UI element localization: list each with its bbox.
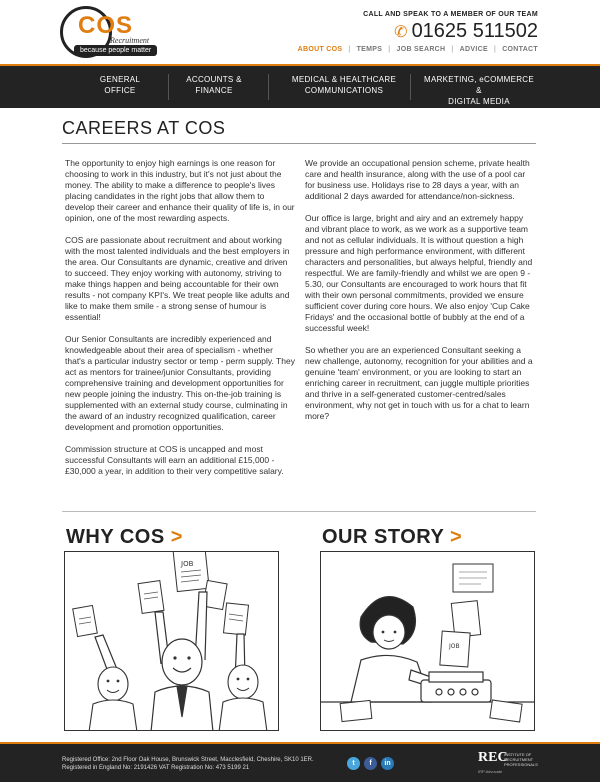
nav-label: MEDICAL & HEALTHCARE <box>291 75 397 84</box>
cv-label: JOB <box>449 643 460 650</box>
footer-line: Registered in England No: 2191426 VAT Registration No: 473 5199 21 <box>62 765 250 771</box>
nav-accounts-finance[interactable] <box>180 74 248 96</box>
left-column <box>65 158 295 488</box>
cos-logo[interactable] <box>60 6 172 58</box>
nav-medical-healthcare[interactable] <box>290 74 398 96</box>
facebook-icon[interactable]: f <box>364 757 377 770</box>
phone-value: 01625 511502 <box>411 20 538 42</box>
page-title: CAREERS AT COS <box>62 118 226 138</box>
why-cos-illustration[interactable] <box>64 551 279 731</box>
header <box>0 0 600 64</box>
chevron-right-icon: > <box>170 526 183 548</box>
logo-brand: COS <box>78 12 134 39</box>
nav-label: ACCOUNTS & <box>186 75 242 84</box>
paragraph: Our office is large, bright and airy and an extremely happy and vibrant place to work, as we work as a supportive team and not as cellular individuals. It is without question a high pressure and high performance environment, with different characters and personalities, but always helpful, friendly and respectful. We are family-friendly and whilst we are open 9 - 5.30, our Consultants are encouraged to work hours that fit with their own personal commitments, provided we ensure sufficient cover during core hours. We also enjoy 'Cup Cake Fridays' and the occasional bottle of bubbly at the end of a successful week! <box>305 213 533 333</box>
rec-text: INSTITUTE OF RECRUITMENT PROFESSIONALS <box>504 752 538 767</box>
our-story-label: OUR STORY <box>322 526 444 548</box>
nav-divider <box>268 74 269 100</box>
nav-marketing-digital[interactable] <box>420 74 538 107</box>
top-nav-temps[interactable]: TEMPS <box>356 46 383 53</box>
why-cos-label: WHY COS <box>66 526 165 548</box>
top-nav-advice[interactable]: ADVICE <box>459 46 488 53</box>
paragraph: We provide an occupational pension scheme, private health care and health insurance, along with the use of a pool car for business use. Holidays rise to 28 days a year, with an additional 2 days awarded for attendance/non-sickness. <box>305 158 530 201</box>
nav-label: GENERAL <box>99 75 141 84</box>
phone-icon: ✆ <box>394 24 408 41</box>
paragraph: COS are passionate about recruitment and about working with the most talented individuals and the best employers in the area. Our Consultants are dynamic, creative and driven to succeed. They enjoy working with autonomy, striving to make things happen and being accountable for their own results - not company KPI's. We treat people like adults and like to make them smile - a strong sense of humour is essential! <box>65 235 290 322</box>
our-story-illustration[interactable] <box>320 551 535 731</box>
team-cheering-illustration <box>65 552 279 731</box>
footer-registration <box>62 756 314 772</box>
rec-sub: IRP Advocate <box>478 769 503 774</box>
title-divider <box>62 143 536 144</box>
nav-label: COMMUNICATIONS <box>304 86 384 95</box>
nav-label: OFFICE <box>104 86 136 95</box>
rec-irp-logo[interactable] <box>478 750 548 778</box>
paragraph: Our Senior Consultants are incredibly experienced and knowledgeable about their area of specialism - whether that's a particular industry sector or temp - perm supply. They act as mentors for trainee/junior Consultants, providing comprehensive training and development opportunities for new people joining the industry. This on-the-job training is supplemented with an external study course, culminating in the award of an industry recognized qualification, career development and promotion opportunities. <box>65 334 295 432</box>
logo-sub: Recruitment <box>110 36 150 45</box>
office-worker-illustration <box>321 552 535 731</box>
paragraph: The opportunity to enjoy high earnings is one reason for choosing to work in this industry, but it's not just about the money. The ability to make a difference to people's lives placing candidates in the right jobs that allow them to develop their career and enhance their quality of life is, in our opinion, one of the most rewarding aspects. <box>65 158 295 223</box>
nav-label: DIGITAL MEDIA <box>448 97 510 106</box>
top-nav-job-search[interactable]: JOB SEARCH <box>396 46 446 53</box>
main-nav <box>0 64 600 108</box>
logo-tagline: because people matter <box>74 45 157 56</box>
nav-general-office[interactable] <box>95 74 145 96</box>
linkedin-icon[interactable]: in <box>381 757 394 770</box>
our-story-heading[interactable] <box>322 526 462 549</box>
nav-divider <box>168 74 169 100</box>
section-divider <box>62 511 536 512</box>
chevron-right-icon: > <box>450 526 463 548</box>
why-cos-heading[interactable] <box>66 526 183 549</box>
top-nav-about[interactable]: ABOUT COS <box>297 46 343 53</box>
top-nav-contact[interactable]: CONTACT <box>502 46 538 53</box>
right-column <box>305 158 535 433</box>
paragraph: Commission structure at COS is uncapped and most successful Consultants will earn an additional £15,000 - £30,000 a year, in addition to their very competitive salary. <box>65 444 284 476</box>
nav-label: FINANCE <box>195 86 233 95</box>
footer-line: Registered Office: 2nd Floor Oak House, Brunswick Street, Macclesfield, Cheshire, SK10 1ER. <box>62 757 314 763</box>
top-nav: ABOUT COS | TEMPS | JOB SEARCH | ADVICE | CONTACT <box>297 46 538 53</box>
cv-label: JOB <box>181 560 194 568</box>
footer <box>0 742 600 782</box>
nav-divider <box>410 74 411 100</box>
call-text: CALL AND SPEAK TO A MEMBER OF OUR TEAM <box>363 11 538 18</box>
rec-mark: REC <box>478 750 508 765</box>
phone-number[interactable] <box>394 20 538 43</box>
paragraph: So whether you are an experienced Consultant seeking a new challenge, autonomy, recognition for your abilities and a genuine 'team' environment, or you are looking to start an enriching career in recruitment, can juggle multiple priorities and thrive in a self-generated customer-centred/sales environment, why not get in touch with us for a chat to learn more? <box>305 345 533 421</box>
twitter-icon[interactable]: t <box>347 757 360 770</box>
nav-label: MARKETING, eCOMMERCE & <box>423 75 534 95</box>
